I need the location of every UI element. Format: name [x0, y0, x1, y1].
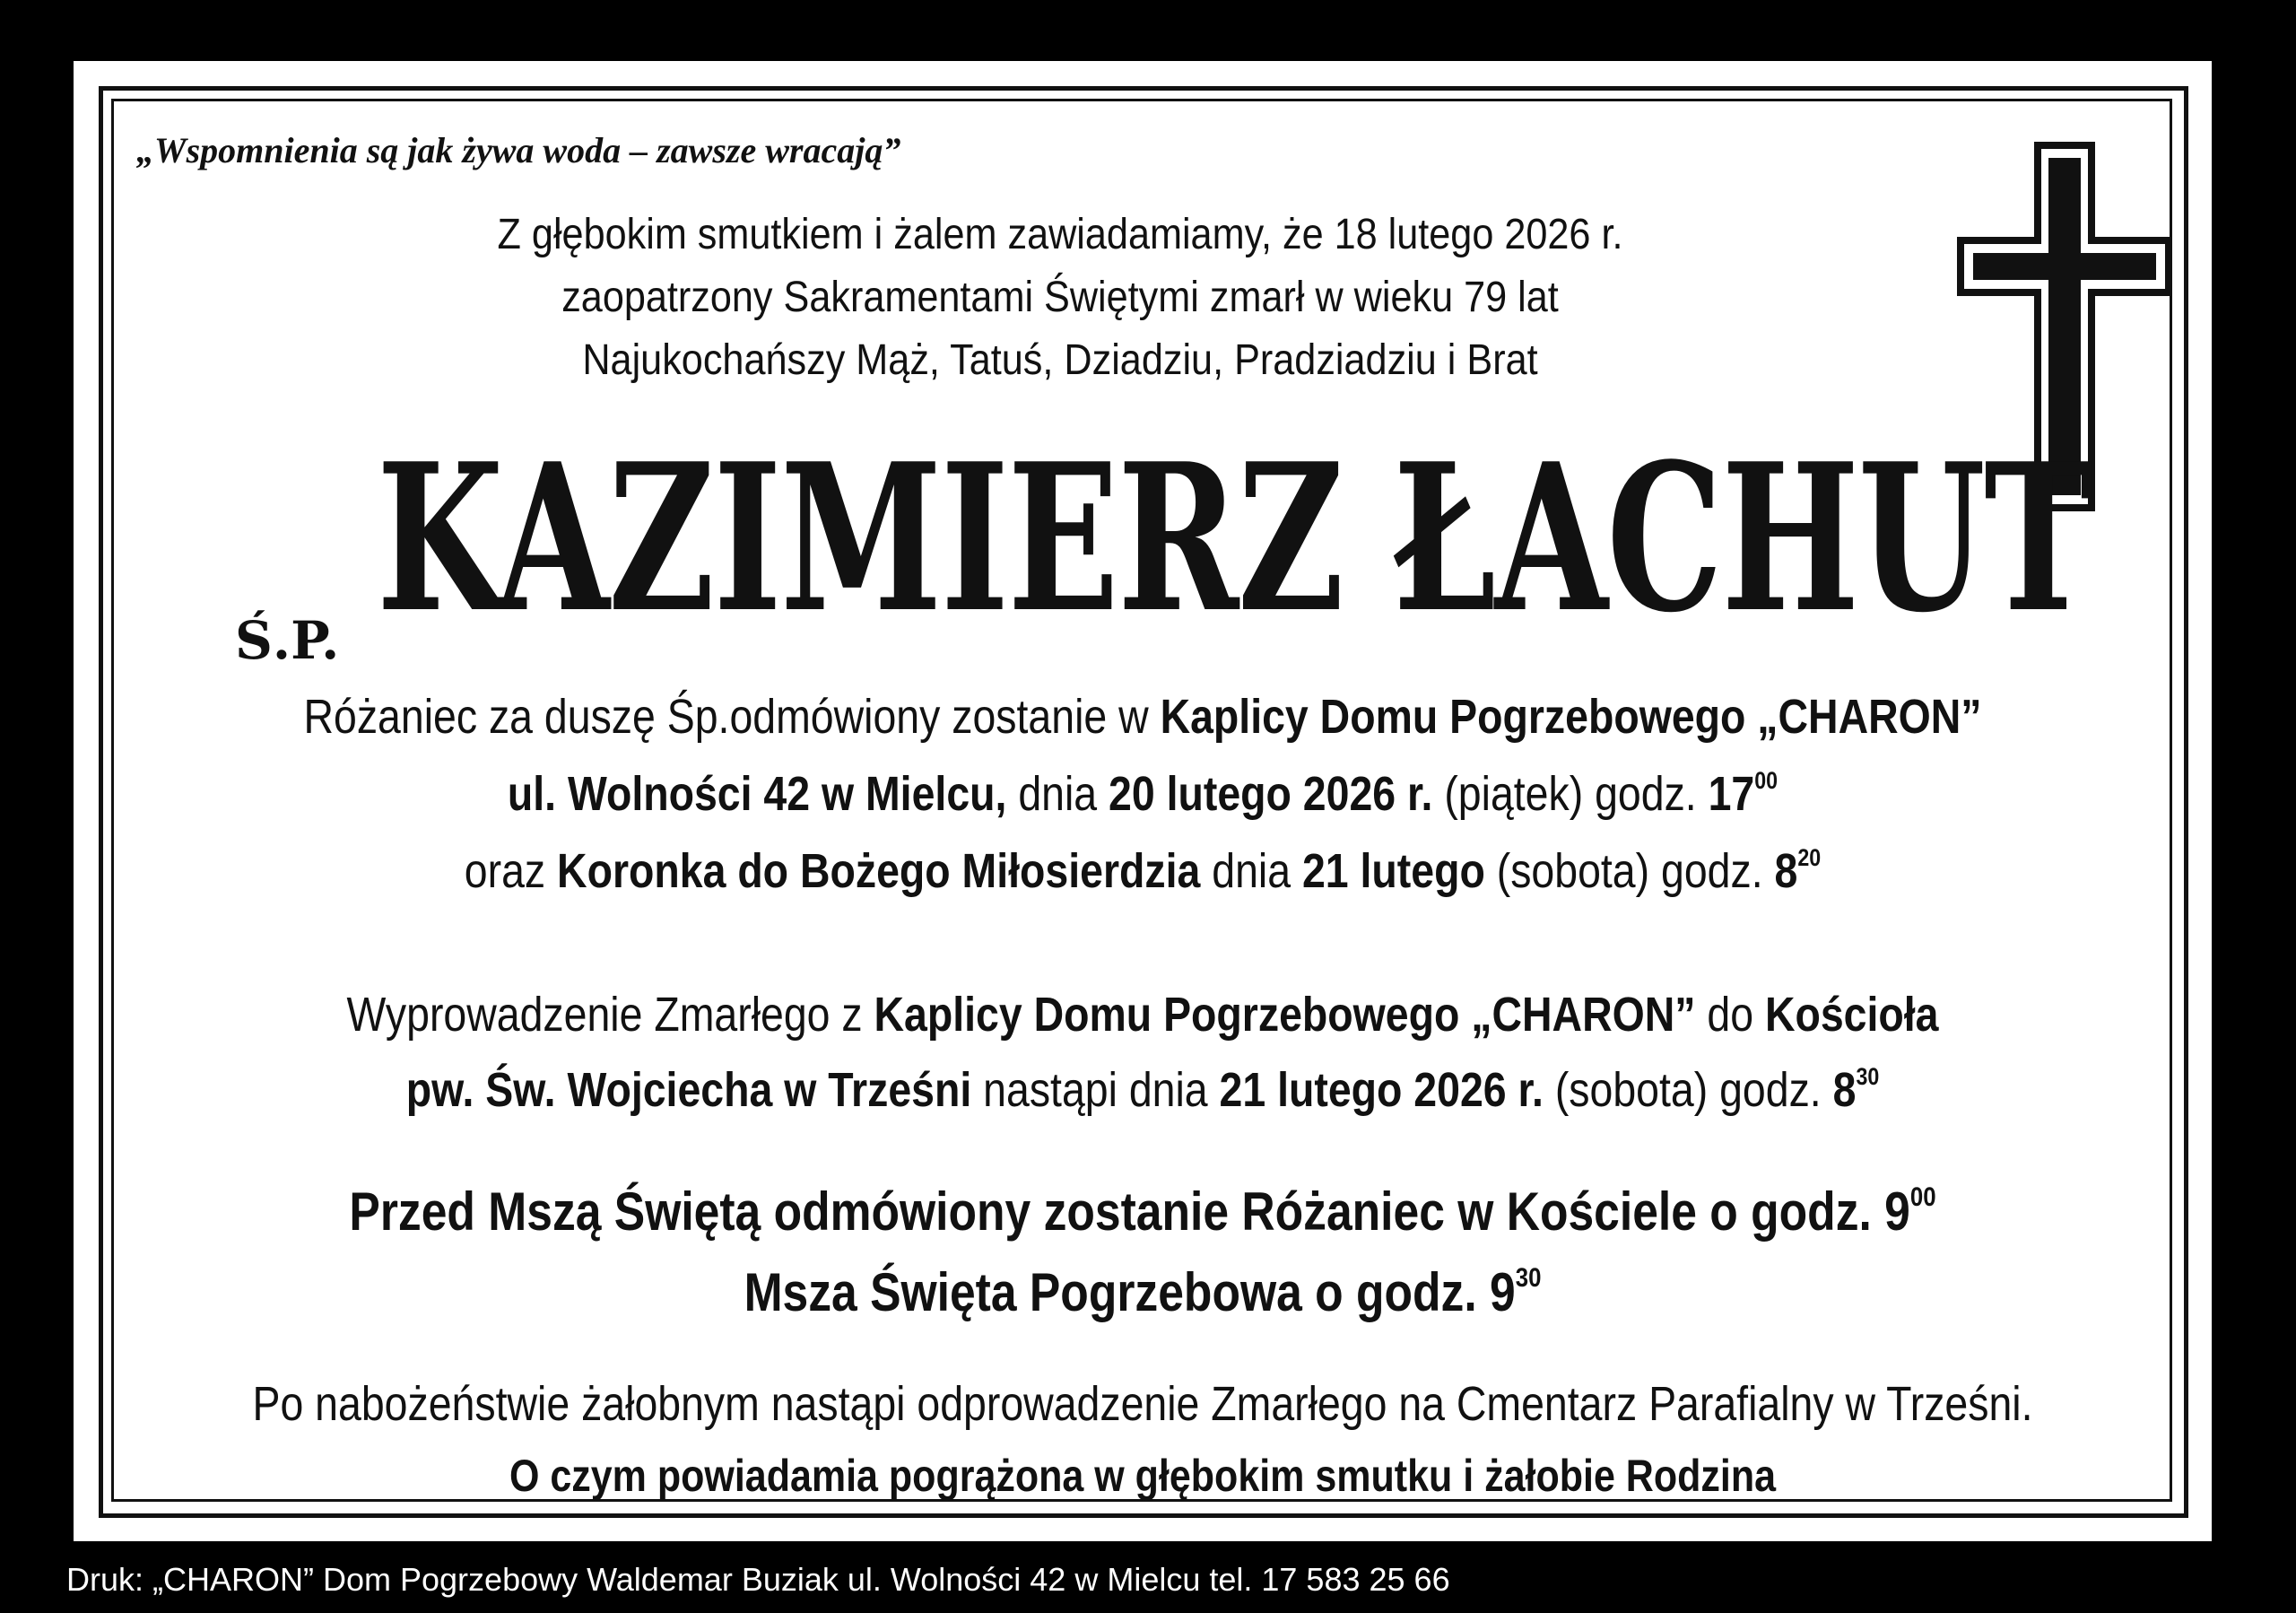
minutes: 30 — [1515, 1263, 1542, 1293]
hour: 8 — [1832, 1063, 1857, 1117]
hour: 9 — [1490, 1262, 1516, 1322]
church: Kościoła — [1764, 988, 1939, 1042]
intro-line-2: zaopatrzony Sakramentami Świętymi zmarł w wieku 79 lat — [561, 274, 1559, 321]
minutes: 00 — [1909, 1182, 1936, 1212]
obituary-card — [74, 61, 2212, 1541]
text: oraz — [464, 844, 558, 898]
closing-line-1: Po nabożeństwie żałobnym nastąpi odprowadzenie Zmarłego na Cmentarz Parafialny w Trześni. — [252, 1377, 2033, 1431]
text: do — [1695, 988, 1765, 1042]
mass-line-1 — [223, 1181, 2062, 1242]
closing-line-2: O czym powiadamia pogrążona w głębokim smutku i żałobie Rodzina — [509, 1451, 1777, 1501]
procession-line-1 — [223, 987, 2062, 1042]
print-credit: Druk: „CHARON” Dom Pogrzebowy Waldemar Buziak ul. Wolności 42 w Mielcu tel. 17 583 25 66 — [66, 1561, 1450, 1598]
intro-line-3: Najukochańszy Mąż, Tatuś, Dziadziu, Pradziadziu i Brat — [582, 336, 1538, 384]
text: (sobota) godz. — [1484, 844, 1775, 898]
text: dnia — [1006, 767, 1109, 821]
church-name: pw. Św. Wojciecha w Trześni — [405, 1063, 972, 1117]
minutes: 30 — [1856, 1062, 1880, 1090]
date: 20 lutego 2026 r. — [1109, 767, 1433, 821]
address: ul. Wolności 42 w Mielcu, — [507, 767, 1007, 821]
chapel-name: Kaplicy Domu Pogrzebowego „CHARON” — [874, 988, 1696, 1042]
name-block — [74, 420, 2212, 707]
hour: 8 — [1774, 844, 1798, 898]
text: dnia — [1200, 844, 1302, 898]
text: nastąpi dnia — [971, 1063, 1220, 1117]
procession-line-2 — [223, 1062, 2062, 1118]
text: Msza Święta Pogrzebowa o godz. — [744, 1262, 1491, 1322]
text: Różaniec za duszę Śp.odmówiony zostanie w — [303, 690, 1161, 744]
rosary-line-1 — [223, 689, 2062, 745]
hour: 9 — [1884, 1181, 1910, 1242]
date: 21 lutego — [1301, 844, 1485, 898]
intro-line-1: Z głębokim smutkiem i żalem zawiadamiamy, że 18 lutego 2026 r. — [497, 211, 1623, 258]
minutes: 00 — [1754, 766, 1779, 794]
rosary-line-2 — [223, 766, 2062, 822]
motto: „Wspomnienia są jak żywa woda – zawsze wracają” — [136, 130, 901, 170]
hour: 17 — [1708, 767, 1755, 821]
text: (sobota) godz. — [1543, 1063, 1833, 1117]
text: (piątek) godz. — [1432, 767, 1709, 821]
sp-prefix: Ś.P. — [235, 610, 340, 671]
minutes: 20 — [1797, 843, 1822, 871]
rosary-line-3 — [223, 843, 2062, 899]
deceased-name: KAZIMIERZ ŁACHUT — [377, 420, 2092, 658]
date: 21 lutego 2026 r. — [1219, 1063, 1544, 1117]
chapel-name: Kaplicy Domu Pogrzebowego „CHARON” — [1160, 690, 1982, 744]
chaplet: Koronka do Bożego Miłosierdzia — [557, 844, 1201, 898]
mass-line-2 — [223, 1261, 2062, 1323]
text: Przed Mszą Świętą odmówiony zostanie Różaniec w Kościele o godz. — [349, 1181, 1885, 1242]
text: Wyprowadzenie Zmarłego z — [346, 988, 874, 1042]
